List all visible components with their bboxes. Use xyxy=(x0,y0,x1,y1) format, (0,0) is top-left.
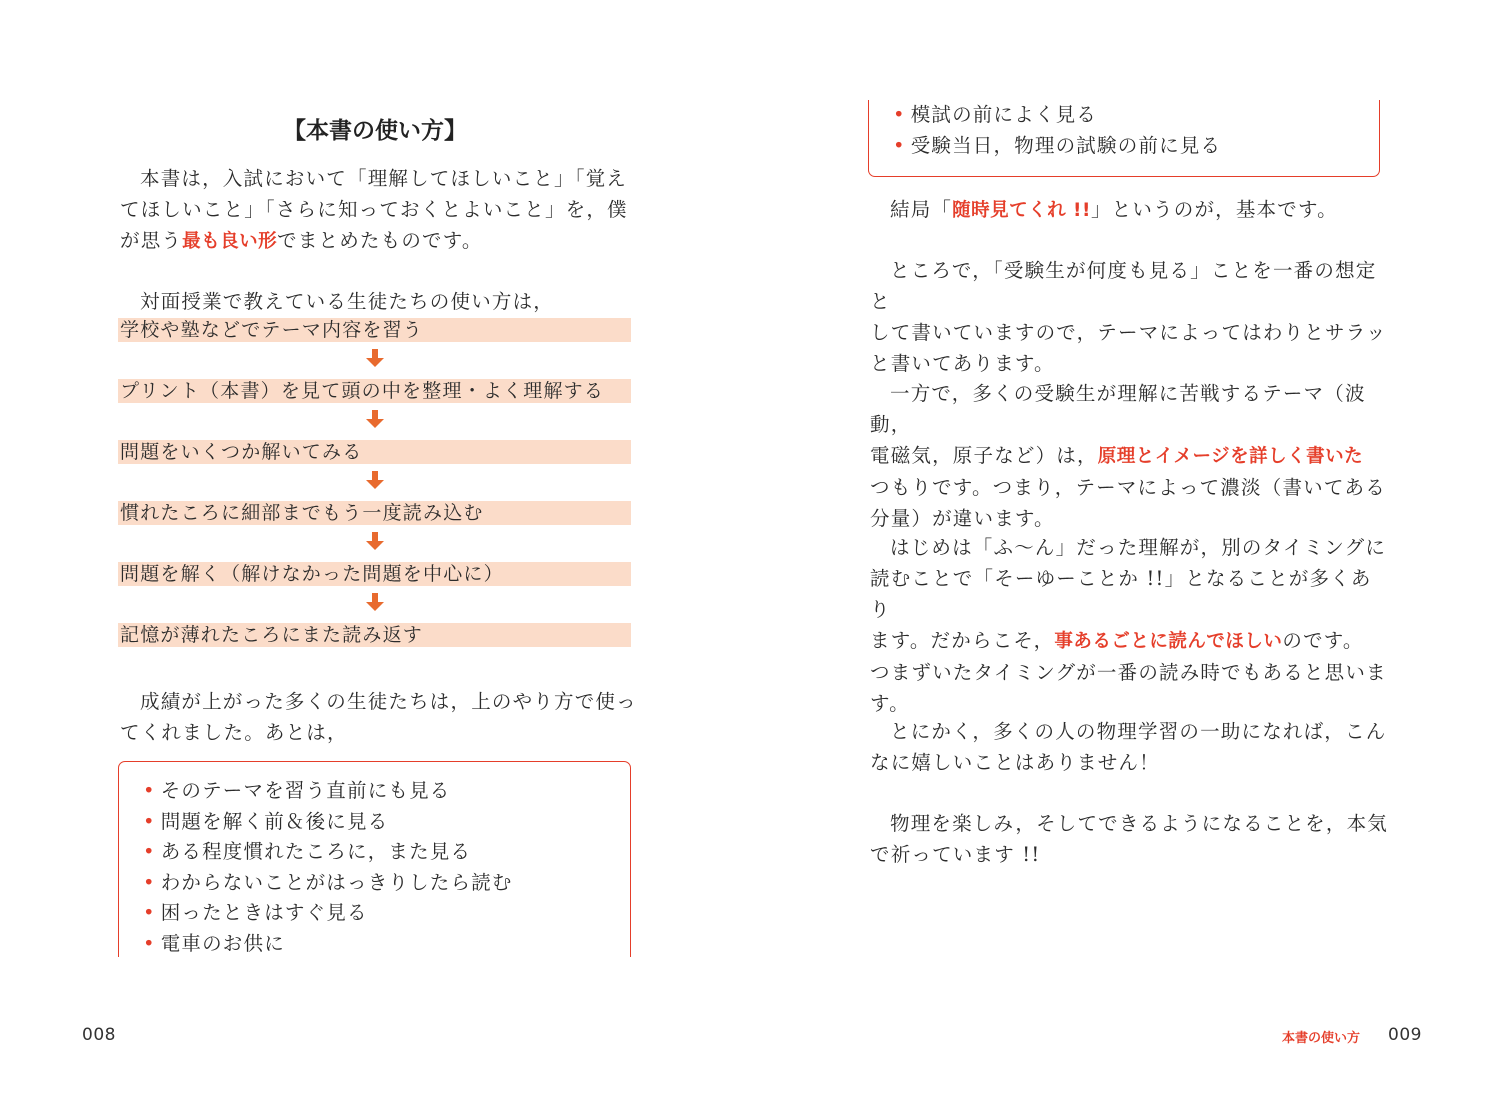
list-item: • 電車のお供に xyxy=(143,931,285,955)
usage-tips-box xyxy=(118,761,631,957)
study-step: 問題をいくつか解いてみる xyxy=(118,440,631,464)
down-arrow-icon xyxy=(118,342,631,379)
list-item: • 受験当日，物理の試験の前に見る xyxy=(893,133,1222,157)
list-item: • 模試の前によく見る xyxy=(893,103,1098,126)
paragraph-5: 物理を楽しみ，そしてできるようになることを，本気 で祈っています !! xyxy=(870,812,1388,866)
study-steps xyxy=(118,318,631,647)
list-item: • わからないことがはっきりしたら読む xyxy=(143,870,513,894)
paragraph-4: とにかく，多くの人の物理学習の一助になれば，こん なに嬉しいことはありません！ xyxy=(870,720,1387,774)
paragraph-2: 一方で，多くの受験生が理解に苦戦するテーマ（波動， 電磁気，原子など）は，原理とイメージを詳しく書いた つもりです。つまり，テーマによって濃淡（書いてある 分量）が違います。 xyxy=(870,382,1386,530)
highlight-text: 事あるごとに読んでほしい xyxy=(1054,631,1283,652)
page-number: 008 xyxy=(82,1025,116,1045)
list-item: • 困ったときはすぐ見る xyxy=(143,901,368,925)
intro-line: が思う xyxy=(120,229,183,252)
list-item: • ある程度慣れたころに，また見る xyxy=(143,840,472,864)
down-arrow-icon xyxy=(118,525,631,562)
highlight-text: 原理とイメージを詳しく書いた xyxy=(1097,446,1364,467)
intro-line: でまとめたものです。 xyxy=(277,229,483,252)
usage-tips-list xyxy=(893,100,1221,161)
page-number: 009 xyxy=(1388,1025,1422,1045)
list-item: • そのテーマを習う直前にも見る xyxy=(143,779,451,802)
study-step: 学校や塾などでテーマ内容を習う xyxy=(118,318,631,342)
study-step: プリント（本書）を見て頭の中を整理・よく理解する xyxy=(118,379,631,403)
highlight-text: 最も良い形 xyxy=(182,231,278,252)
down-arrow-icon xyxy=(118,403,631,440)
study-step: 記憶が薄れたころにまた読み返す xyxy=(118,623,631,647)
study-step: 問題を解く（解けなかった問題を中心に） xyxy=(118,562,631,586)
right-page xyxy=(750,0,1500,1101)
usage-tips-box-continued xyxy=(868,100,1380,177)
intro-line: 本書は，入試において「理解してほしいこと」「覚え xyxy=(140,167,628,190)
down-arrow-icon xyxy=(118,586,631,623)
down-arrow-icon xyxy=(118,464,631,501)
students-intro: 対面授業で教えている生徒たちの使い方は， xyxy=(140,290,555,313)
running-head: 本書の使い方 xyxy=(1282,1031,1361,1046)
paragraph-1: ところで，「受験生が何度も見る」ことを一番の想定と して書いていますので，テーマによってはわりとサラッ と書いてあります。 xyxy=(870,259,1387,375)
highlight-text: 随時見てくれ !! xyxy=(952,200,1091,221)
list-item: • 問題を解く前＆後に見る xyxy=(143,809,389,833)
paragraph-3: はじめは「ふ〜ん」だった理解が，別のタイミングに 読むことで「そーゆーことか !!」となることが多くあり ます。だからこそ，事あるごとに読んでほしいのです。 つまずいたタイミングが一番の読み時でもあると思いま す。 xyxy=(870,536,1387,715)
section-heading: 【本書の使い方】 xyxy=(283,118,467,144)
conclusion-paragraph: 結局「随時見てくれ !!」というのが，基本です。 xyxy=(890,198,1338,221)
after-paragraph: 成績が上がった多くの生徒たちは，上のやり方で使っ てくれました。あとは， xyxy=(120,690,637,744)
study-step: 慣れたころに細部までもう一度読み込む xyxy=(118,501,631,525)
usage-tips-list xyxy=(143,776,513,960)
intro-paragraph xyxy=(120,163,640,257)
intro-line: てほしいこと」「さらに知っておくとよいこと」を，僕 xyxy=(120,198,628,221)
